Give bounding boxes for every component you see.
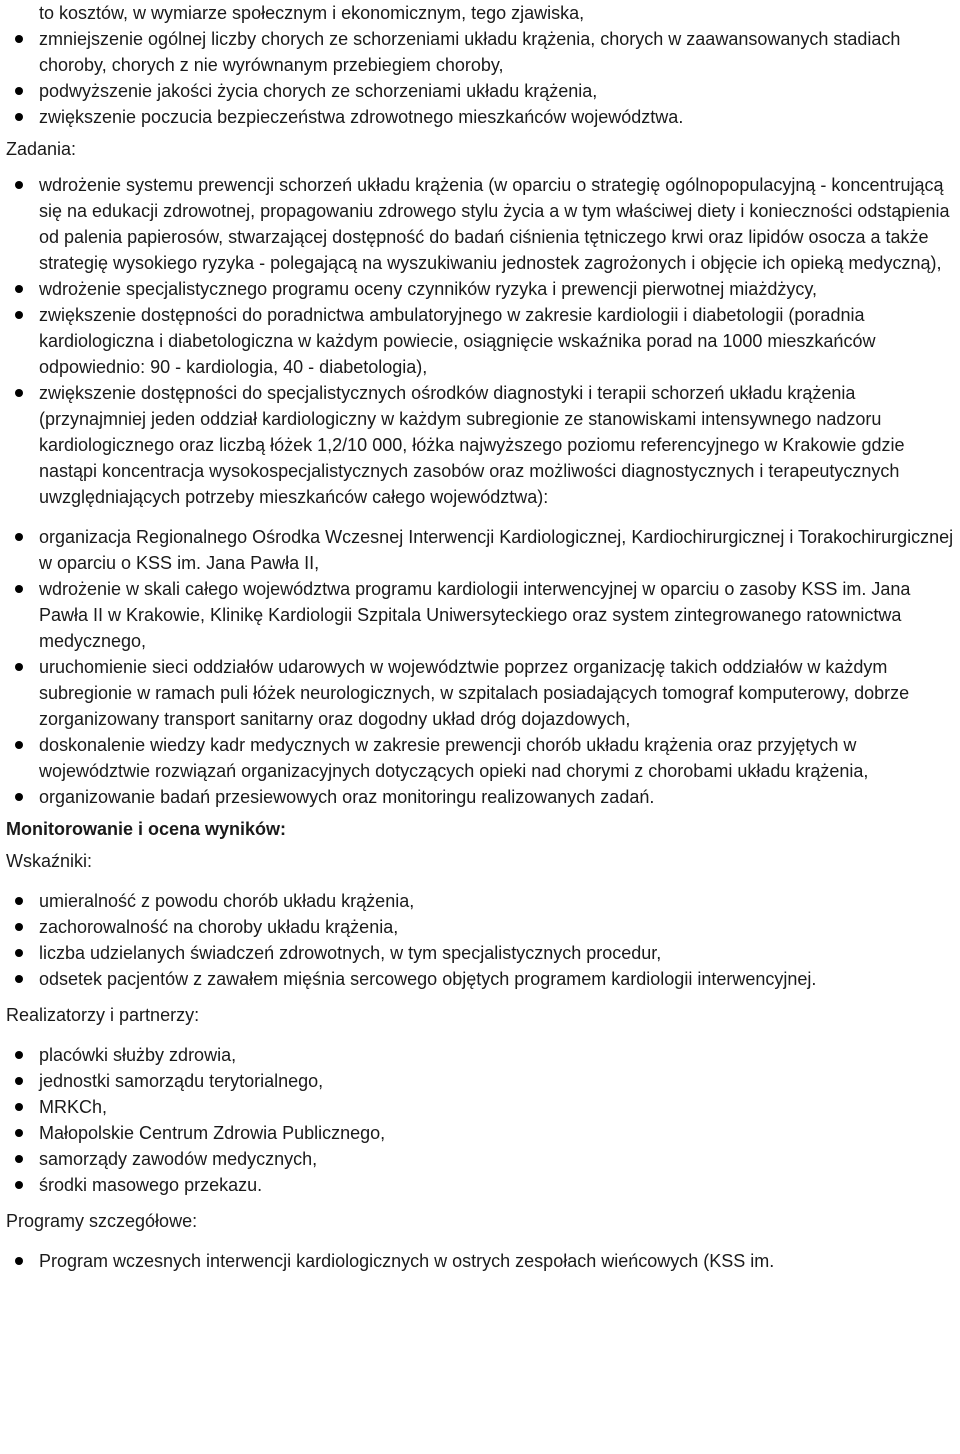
list-item (6, 576, 954, 654)
list-item-text: zwiększenie poczucia bezpieczeństwa zdrowotnego mieszkańców województwa. (39, 107, 684, 127)
section-label-wskazniki: Wskaźniki: (6, 851, 93, 871)
list-item-text: uruchomienie sieci oddziałów udarowych w województwie poprzez organizację takich oddziałów w każdym subregionie w ramach puli łóżek neurologicznych, w szpitalach posiadających tomograf komputerowy, dobrze zorganizowany transport sanitarny oraz dogodny układ dróg dojazdowych, (39, 657, 910, 729)
list-item-text: wdrożenie systemu prewencji schorzeń układu krążenia (w oparciu o strategię ogólnopopulacyjną - koncentrującą się na edukacji zdrowotnej, propagowaniu zdrowego stylu życia a w tym właściwej diety i konieczności odstąpienia od palenia papierosów, stwarzającej dostępność do badań ciśnienia tętniczego krwi oraz lipidów osocza a także strategię wysokiego ryzyka - polegającą na wyszukiwaniu jednostek zagrożonych i objęcie ich opieką medyczną), (39, 175, 950, 273)
list-item-text: zachorowalność na choroby układu krążenia, (39, 917, 399, 937)
list-item (6, 784, 954, 810)
list-item (6, 104, 954, 130)
bullet-icon (15, 741, 23, 749)
list-item (6, 78, 954, 104)
wskazniki-list (6, 888, 954, 992)
list-item (6, 380, 954, 510)
list-item-text: organizowanie badań przesiewowych oraz monitoringu realizowanych zadań. (39, 787, 655, 807)
list-item (6, 524, 954, 576)
list-item (6, 1042, 954, 1068)
list-item-text: Program wczesnych interwencji kardiologicznych w ostrych zespołach wieńcowych (KSS im. (39, 1251, 775, 1271)
bullet-icon (15, 897, 23, 905)
list-item-text: zwiększenie dostępności do specjalistycznych ośrodków diagnostyki i terapii schorzeń układu krążenia (przynajmniej jeden oddział kardiologiczny w każdym subregionie ze stanowiskami intensywnego nadzoru kardiologicznego oraz liczbą łóżek 1,2/10 000, łóżka najwyższego poziomu referencyjnego w Krakowie gdzie nastąpi koncentracja wysokospecjalistycznych zasobów oraz możliwości diagnostycznych i terapeutycznych uwzględniających potrzeby mieszkańców całego województwa): (39, 383, 905, 507)
spacer (6, 510, 954, 524)
list-item (6, 732, 954, 784)
list-item (6, 1146, 954, 1172)
list-item (6, 172, 954, 276)
bullet-icon (15, 663, 23, 671)
list-item-text: Małopolskie Centrum Zdrowia Publicznego, (39, 1123, 386, 1143)
bullet-icon (15, 1155, 23, 1163)
list-item (6, 966, 954, 992)
list-item (6, 654, 954, 732)
list-item-text: MRKCh, (39, 1097, 108, 1117)
bullet-icon (15, 533, 23, 541)
programy-list (6, 1248, 954, 1274)
section-heading-monitoring: Monitorowanie i ocena wyników: (6, 819, 287, 839)
list-item-text: placówki służby zdrowia, (39, 1045, 237, 1065)
section-label-realizatorzy: Realizatorzy i partnerzy: (6, 1005, 200, 1025)
list-item (6, 302, 954, 380)
list-item-text: doskonalenie wiedzy kadr medycznych w zakresie prewencji chorób układu krążenia oraz przyjętych w województwie rozwiązań organizacyjnych dotyczących opieki nad chorymi z chorobami układu krążenia, (39, 735, 869, 781)
bullet-icon (15, 975, 23, 983)
list-item-text: odsetek pacjentów z zawałem mięśnia sercowego objętych programem kardiologii interwencyjnej. (39, 969, 817, 989)
list-item (6, 914, 954, 940)
list-item (6, 1094, 954, 1120)
list-item (6, 276, 954, 302)
bullet-icon (15, 113, 23, 121)
list-item-text: zmniejszenie ogólnej liczby chorych ze schorzeniami układu krążenia, chorych w zaawansowanych stadiach choroby, chorych z nie wyrównanym przebiegiem choroby, (39, 29, 901, 75)
list-item-text: środki masowego przekazu. (39, 1175, 263, 1195)
list-item-text: wdrożenie w skali całego województwa programu kardiologii interwencyjnej w oparciu o zasoby KSS im. Jana Pawła II w Krakowie, Klinikę Kardiologii Szpitala Uniwersyteckiego oraz system zintegrowanego ratownictwa medycznego, (39, 579, 911, 651)
list-item (6, 1172, 954, 1198)
zadania-sub-list (6, 524, 954, 810)
bullet-icon (15, 311, 23, 319)
spacer (6, 1028, 954, 1042)
spacer (6, 162, 954, 172)
bullet-icon (15, 87, 23, 95)
list-item (6, 888, 954, 914)
bullet-icon (15, 1181, 23, 1189)
section-label-programy: Programy szczegółowe: (6, 1211, 198, 1231)
bullet-icon (15, 285, 23, 293)
list-item-text: wdrożenie specjalistycznego programu oceny czynników ryzyka i prewencji pierwotnej miażdżycy, (39, 279, 817, 299)
list-item-text: umieralność z powodu chorób układu krążenia, (39, 891, 415, 911)
list-item-text: organizacja Regionalnego Ośrodka Wczesnej Interwencji Kardiologicznej, Kardiochirurgicznej i Torakochirurgicznej w oparciu o KSS im. Jana Pawła II, (39, 527, 954, 573)
zadania-list (6, 172, 954, 510)
bullet-icon (15, 1051, 23, 1059)
list-item (6, 1248, 954, 1274)
bullet-icon (15, 181, 23, 189)
bullet-icon (15, 585, 23, 593)
bullet-icon (15, 389, 23, 397)
list-item-text: samorządy zawodów medycznych, (39, 1149, 318, 1169)
list-item (6, 1120, 954, 1146)
section-label-zadania: Zadania: (6, 139, 77, 159)
spacer (6, 1234, 954, 1248)
list-item-text: podwyższenie jakości życia chorych ze schorzeniami układu krążenia, (39, 81, 598, 101)
bullet-icon (15, 949, 23, 957)
spacer (6, 874, 954, 888)
bullet-icon (15, 793, 23, 801)
bullet-icon (15, 1129, 23, 1137)
intro-list (6, 26, 954, 130)
bullet-icon (15, 1103, 23, 1111)
list-item-text: jednostki samorządu terytorialnego, (39, 1071, 324, 1091)
list-item-text: liczba udzielanych świadczeń zdrowotnych, w tym specjalistycznych procedur, (39, 943, 662, 963)
bullet-icon (15, 1077, 23, 1085)
bullet-icon (15, 923, 23, 931)
bullet-icon (15, 35, 23, 43)
bullet-icon (15, 1257, 23, 1265)
intro-lead-line: to kosztów, w wymiarze społecznym i ekonomicznym, tego zjawiska, (39, 3, 585, 23)
list-item-text: zwiększenie dostępności do poradnictwa ambulatoryjnego w zakresie kardiologii i diabetologii (poradnia kardiologiczna i diabetologiczna w każdym powiecie, osiągnięcie wskaźnika porad na 1000 mieszkańców odpowiednio: 90 - kardiologia, 40 - diabetologia), (39, 305, 876, 377)
list-item (6, 1068, 954, 1094)
realizatorzy-list (6, 1042, 954, 1198)
list-item (6, 26, 954, 78)
list-item (6, 940, 954, 966)
